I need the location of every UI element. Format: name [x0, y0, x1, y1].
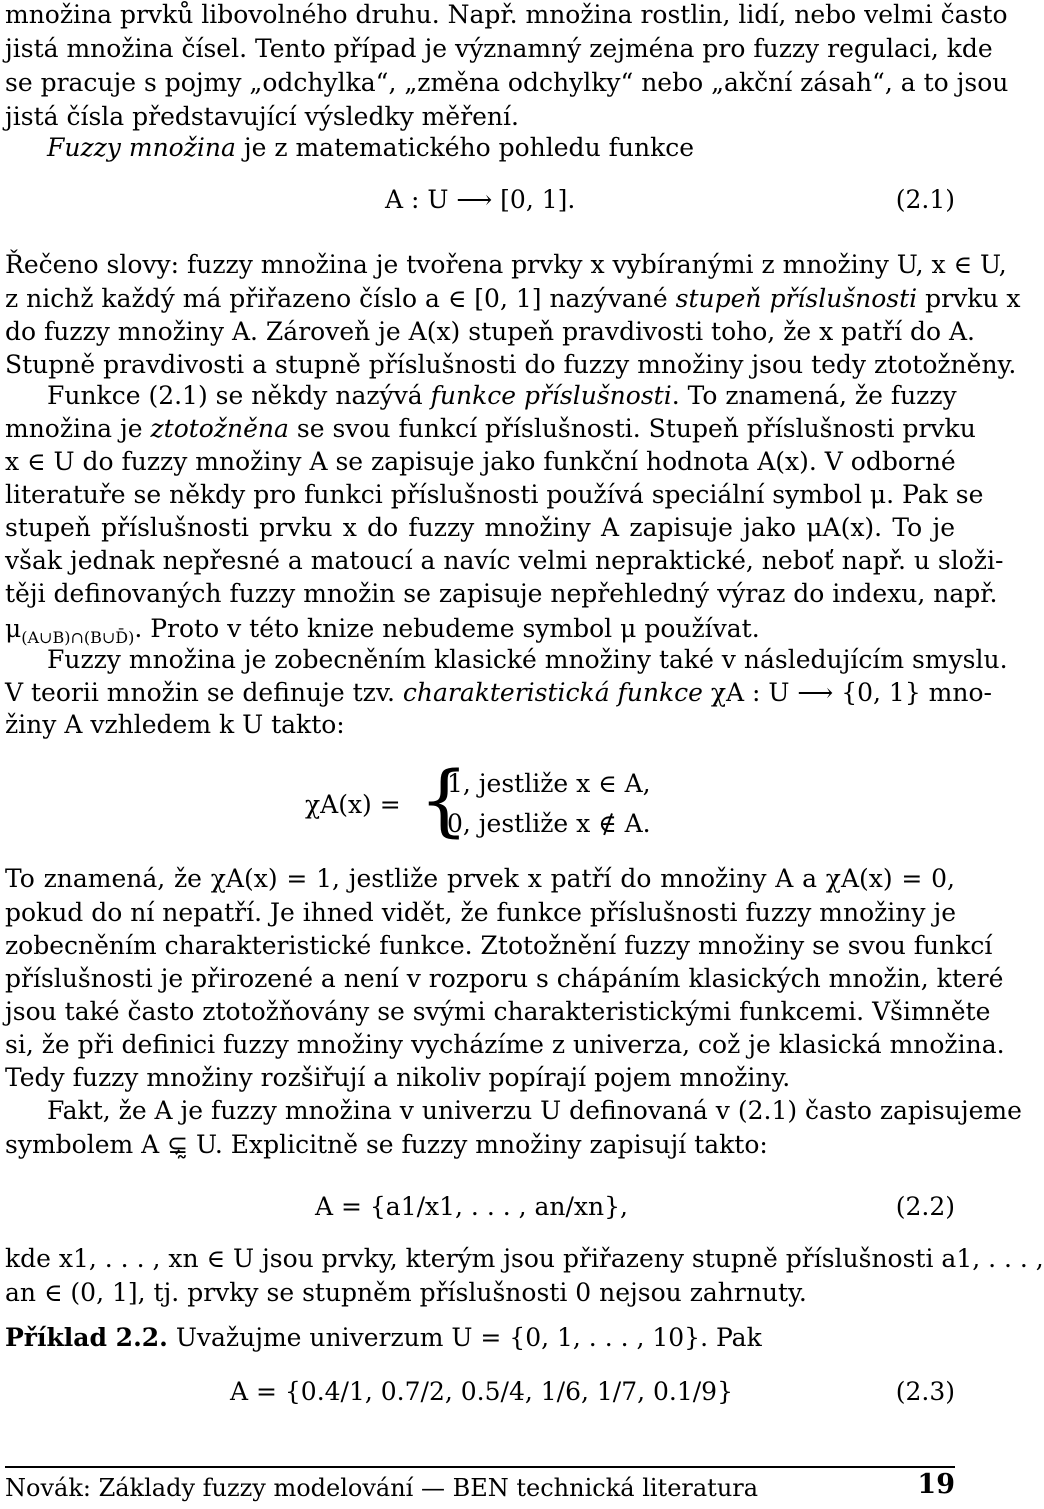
text-line — [5, 133, 694, 163]
chi-case-1: 1, jestliže x ∈ A, — [447, 769, 651, 798]
equation-2-1: A : U ⟶ [0, 1]. — [385, 185, 576, 214]
chi-case-2: 0, jestliže x ∉ A. — [447, 809, 651, 838]
text-segment: prvku x — [917, 284, 1021, 313]
text-line: Řečeno slovy: fuzzy množina je tvořena prvky x vybíranými z množiny U, x ∈ U, — [5, 250, 1007, 279]
text-segment: se svou funkcí příslušnosti. Stupeň příslušnosti prvku — [288, 414, 976, 443]
text-segment: V teorii množin se definuje tzv. — [5, 678, 403, 707]
text-line — [5, 678, 992, 708]
text-line: Stupně pravdivosti a stupně příslušnosti do fuzzy množiny jsou tedy ztotožněny. — [5, 350, 1017, 379]
text-line — [5, 284, 1021, 314]
text-segment: Uvažujme univerzum U = {0, 1, . . . , 10}. Pak — [167, 1323, 762, 1352]
mu-subscript: (A∪B)∩(B∪D̄) — [21, 628, 135, 647]
text-line: pokud do ní nepatří. Je ihned vidět, že funkce příslušnosti fuzzy množiny je — [5, 898, 957, 927]
text-segment: je z matematického pohledu funkce — [235, 133, 695, 162]
text-line: do fuzzy množiny A. Zároveň je A(x) stupeň pravdivosti toho, že x patří do A. — [5, 317, 976, 346]
footer-divider — [5, 1466, 955, 1468]
example-heading-line — [5, 1323, 762, 1353]
text-line: zobecněním charakteristické funkce. Ztotožnění fuzzy množiny se svou funkcí — [5, 931, 993, 960]
left-brace-icon: { — [419, 756, 469, 846]
text-segment: χA : U ⟶ {0, 1} mno- — [702, 678, 992, 707]
text-line: literatuře se někdy pro funkci příslušnosti používá speciální symbol μ. Pak se — [5, 480, 984, 509]
equation-2-2: A = {a1/x1, . . . , an/xn}, — [315, 1192, 628, 1221]
footer-citation: Novák: Základy fuzzy modelování — BEN technická literatura — [5, 1474, 759, 1502]
text-line: stupeň příslušnosti prvku x do fuzzy množiny A zapisuje jako μA(x). To je — [5, 513, 955, 542]
text-segment: . Proto v této knize nebudeme symbol μ používat. — [134, 614, 760, 643]
text-line — [5, 381, 955, 411]
text-line: příslušnosti je přirozené a není v rozporu s chápáním klasických množin, které — [5, 964, 1004, 993]
text-line: jistá čísla představující výsledky měření. — [5, 102, 519, 131]
term-ztotozena: ztotožněna — [150, 414, 289, 443]
equation-number: (2.3) — [895, 1377, 955, 1406]
text-line: an ∈ (0, 1], tj. prvky se stupněm příslušnosti 0 nejsou zahrnuty. — [5, 1278, 807, 1307]
text-line: jistá množina čísel. Tento případ je významný zejména pro fuzzy regulaci, kde — [5, 34, 993, 63]
text-segment: z nichž každý má přiřazeno číslo a ∈ [0, 1] nazývané — [5, 284, 676, 313]
text-line: však jednak nepřesné a matoucí a navíc velmi nepraktické, neboť např. u složi- — [5, 546, 1004, 575]
chi-lhs: χA(x) = — [305, 790, 401, 819]
page-number: 19 — [917, 1469, 955, 1500]
text-line: jsou také často ztotožňovány se svými charakteristickými funkcemi. Všimněte — [5, 997, 991, 1026]
text-line: si, že při definici fuzzy množiny vycházíme z univerza, což je klasická množina. — [5, 1030, 1005, 1059]
term-fuzzy-mnozina: Fuzzy množina — [47, 133, 236, 162]
text-line: žiny A vzhledem k U takto: — [5, 710, 345, 739]
term-funkce-prislusnosti: funkce příslušnosti — [430, 381, 672, 410]
text-line: x ∈ U do fuzzy množiny A se zapisuje jako funkční hodnota A(x). V odborné — [5, 447, 956, 476]
text-segment: množina je — [5, 414, 151, 443]
text-line: se pracuje s pojmy „odchylka“, „změna odchylky“ nebo „akční zásah“, a to jsou — [5, 68, 1009, 97]
text-line: kde x1, . . . , xn ∈ U jsou prvky, kterým jsou přiřazeny stupně příslušnosti a1, . . . , — [5, 1244, 1044, 1273]
equation-number: (2.2) — [895, 1192, 955, 1221]
text-segment: Funkce (2.1) se někdy nazývá — [47, 381, 431, 410]
text-segment: . To znamená, že fuzzy — [671, 381, 957, 410]
equation-number: (2.1) — [895, 185, 955, 214]
text-line: Fakt, že A je fuzzy množina v univerzu U definovaná v (2.1) často zapisujeme — [47, 1096, 1022, 1125]
text-line: Fuzzy množina je zobecněním klasické množiny také v následujícím smyslu. — [47, 645, 1008, 674]
text-line: množina prvků libovolného druhu. Např. množina rostlin, lidí, nebo velmi často — [5, 0, 1008, 29]
equation-2-3: A = {0.4/1, 0.7/2, 0.5/4, 1/6, 1/7, 0.1/9} — [230, 1377, 733, 1406]
term-charakteristicka-funkce: charakteristická funkce — [402, 678, 703, 707]
term-stupen-prislusnosti: stupeň příslušnosti — [675, 284, 918, 313]
text-line: To znamená, že χA(x) = 1, jestliže prvek x patří do množiny A a χA(x) = 0, — [5, 864, 955, 893]
mu-symbol: μ — [5, 614, 22, 643]
text-line: Tedy fuzzy množiny rozšiřují a nikoliv popírají pojem množiny. — [5, 1063, 791, 1092]
text-line: symbolem A ⊊̰ U. Explicitně se fuzzy množiny zapisují takto: — [5, 1130, 768, 1159]
text-line: těji definovaných fuzzy množin se zapisuje nepřehledný výraz do indexu, např. — [5, 579, 998, 608]
text-line — [5, 414, 976, 444]
example-label: Příklad 2.2. — [5, 1323, 168, 1352]
